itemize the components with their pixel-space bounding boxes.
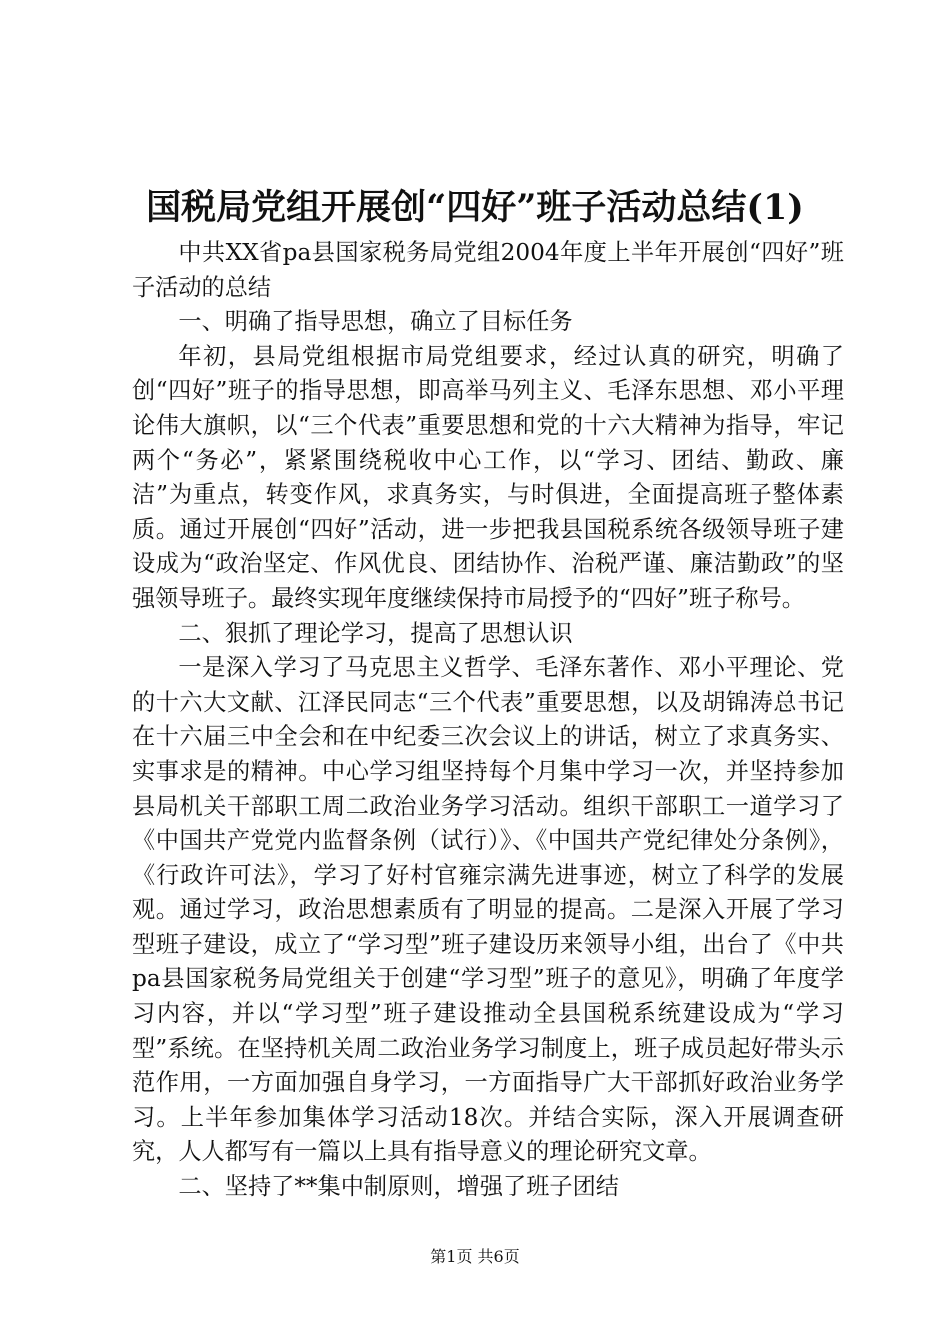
- heading-section-1: 一、明确了指导思想，确立了目标任务: [178, 308, 573, 336]
- heading-section-3: 二、坚持了**集中制原则，增强了班子团结: [178, 1173, 619, 1201]
- document-title: 国税局党组开展创“四好”班子活动总结(1): [146, 187, 804, 228]
- paragraph-section-2: 一是深入学习了马克思主义哲学、毛泽东著作、邓小平理论、党的十六大文献、江泽民同志“三个代表”重要思想，以及胡锦涛总书记在十六届三中全会和在中纪委三次会议上的讲话，树立了求真务实、实事求是的精神。中心学习组坚持每个月集中学习一次，并坚持参加县局机关干部职工周二政治业务学习活动。组织干部职工一道学习了《中国共产党党内监督条例（试行）》、《中国共产党纪律处分条例》，《行政许可法》，学习了好村官雍宗满先进事迹，树立了科学的发展观。通过学习，政治思想素质有了明显的提高。二是深入开展了学习型班子建设，成立了“学习型”班子建设历来领导小组，出台了《中共pa县国家税务局党组关于创建“学习型”班子的意见》，明确了年度学习内容，并以“学习型”班子建设推动全县国税系统建设成为“学习型”系统。在坚持机关周二政治业务学习制度上，班子成员起好带头示范作用，一方面加强自身学习，一方面指导广大干部抓好政治业务学习。上半年参加集体学习活动18次。并结合实际，深入开展调查研究，人人都写有一篇以上具有指导意义的理论研究文章。: [132, 654, 844, 1166]
- paragraph-subtitle: 中共XX省pa县国家税务局党组2004年度上半年开展创“四好”班子活动的总结: [132, 239, 844, 301]
- page-number-footer: 第1页 共6页: [430, 1247, 520, 1266]
- document-body: [132, 236, 844, 1205]
- heading-section-2: 二、狠抓了理论学习，提高了思想认识: [178, 619, 573, 647]
- paragraph-section-1: 年初，县局党组根据市局党组要求，经过认真的研究，明确了创“四好”班子的指导思想，即高举马列主义、毛泽东思想、邓小平理论伟大旗帜，以“三个代表”重要思想和党的十六大精神为指导，牢记两个“务必”，紧紧围绕税收中心工作，以“学习、团结、勤政、廉洁”为重点，转变作风，求真务实，与时俱进，全面提高班子整体素质。通过开展创“四好”活动，进一步把我县国税系统各级领导班子建设成为“政治坚定、作风优良、团结协作、治税严谨、廉洁勤政”的坚强领导班子。最终实现年度继续保持市局授予的“四好”班子称号。: [132, 342, 844, 612]
